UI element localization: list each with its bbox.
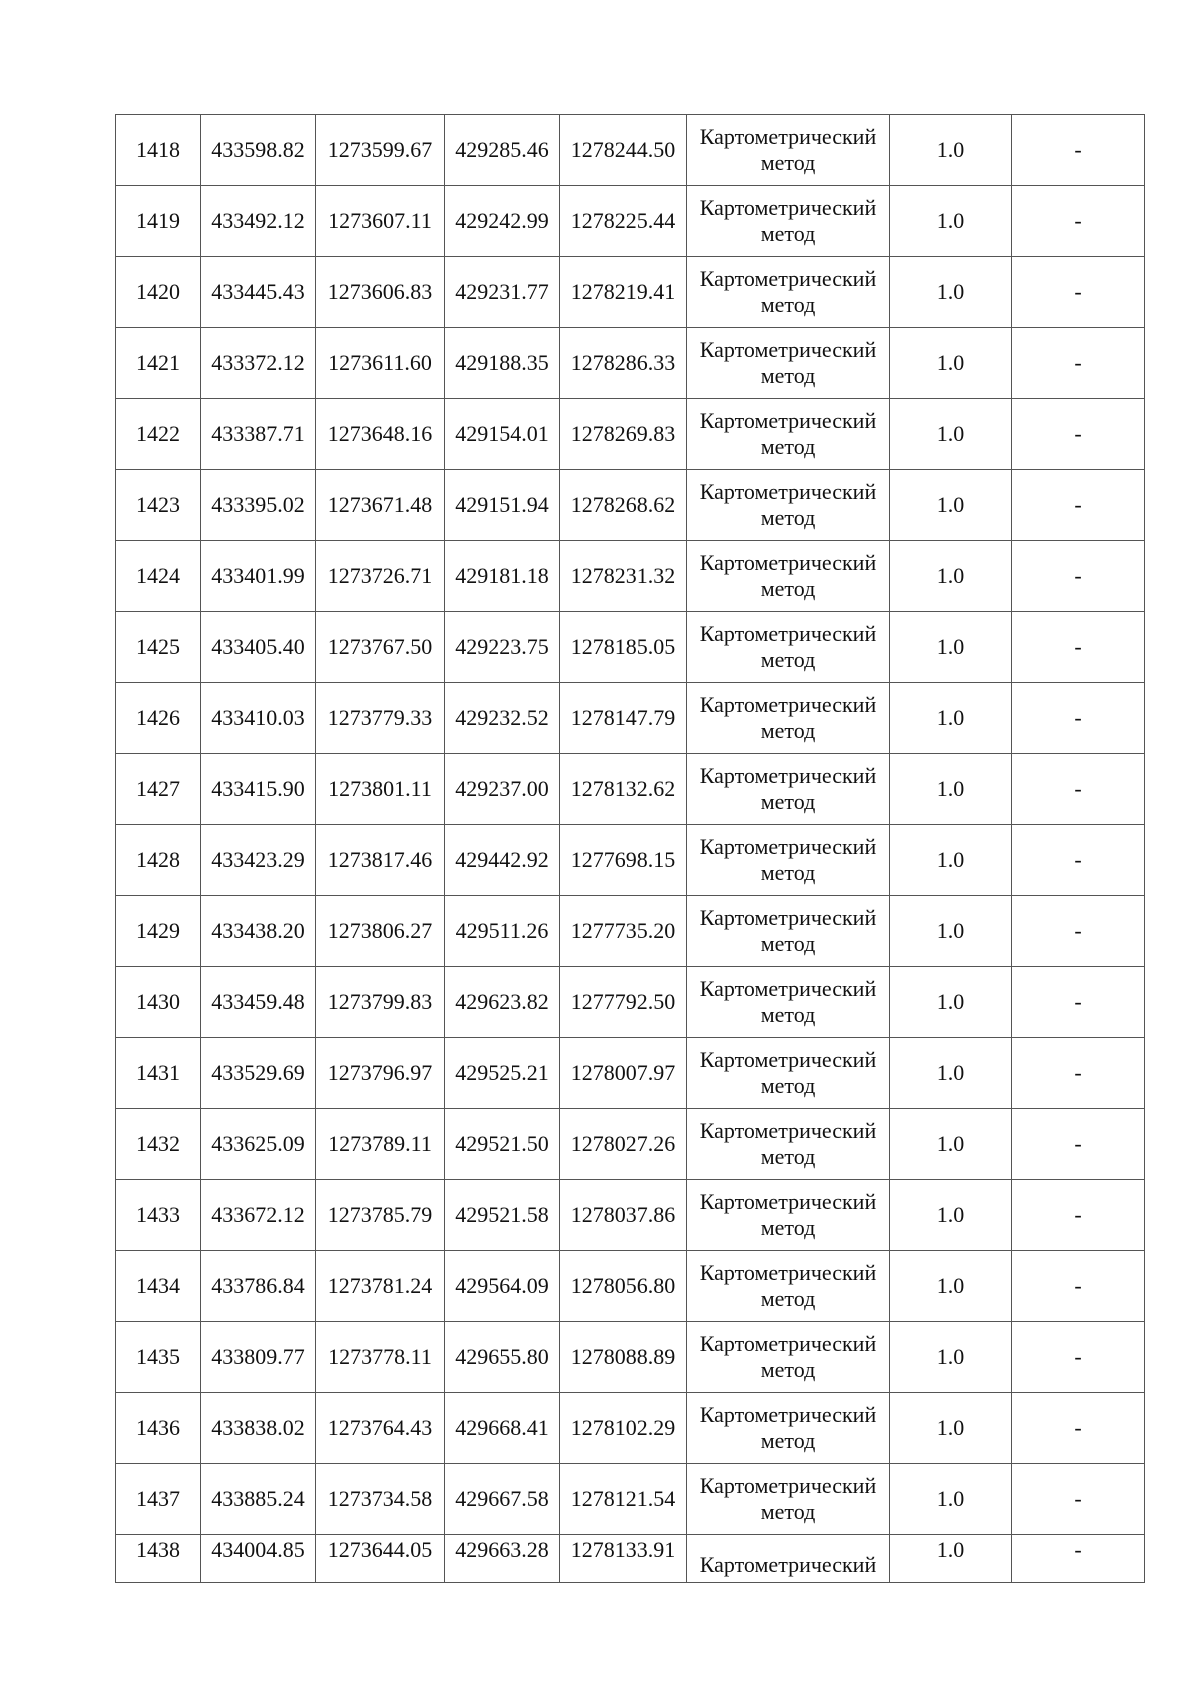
point-number-cell: 1433 <box>116 1180 201 1251</box>
method-cell: Картометрический метод <box>687 967 890 1038</box>
accuracy-cell: 1.0 <box>890 1251 1012 1322</box>
note-cell: - <box>1012 257 1145 328</box>
x-coordinate-cell: 433395.02 <box>201 470 316 541</box>
y-coordinate-2-cell: 1278268.62 <box>560 470 687 541</box>
y-coordinate-2-cell: 1277792.50 <box>560 967 687 1038</box>
table-row <box>116 612 1145 683</box>
x-coordinate-cell: 433809.77 <box>201 1322 316 1393</box>
y-coordinate-2-cell: 1278225.44 <box>560 186 687 257</box>
point-number-cell: 1435 <box>116 1322 201 1393</box>
accuracy-cell: 1.0 <box>890 1109 1012 1180</box>
note-cell: - <box>1012 1038 1145 1109</box>
x-coordinate-cell: 433415.90 <box>201 754 316 825</box>
note-cell: - <box>1012 1464 1145 1535</box>
table-row <box>116 328 1145 399</box>
x-coordinate-cell: 433786.84 <box>201 1251 316 1322</box>
point-number-cell: 1419 <box>116 186 201 257</box>
table-row <box>116 683 1145 754</box>
note-cell: - <box>1012 1393 1145 1464</box>
y-coordinate-cell: 1273726.71 <box>316 541 445 612</box>
table-row <box>116 186 1145 257</box>
x-coordinate-2-cell: 429151.94 <box>445 470 560 541</box>
x-coordinate-cell: 433423.29 <box>201 825 316 896</box>
accuracy-cell: 1.0 <box>890 1038 1012 1109</box>
x-coordinate-cell: 433838.02 <box>201 1393 316 1464</box>
table-row <box>116 1180 1145 1251</box>
note-cell: - <box>1012 1180 1145 1251</box>
method-cell: Картометрический метод <box>687 1393 890 1464</box>
x-coordinate-cell: 433387.71 <box>201 399 316 470</box>
y-coordinate-2-cell: 1278286.33 <box>560 328 687 399</box>
accuracy-cell: 1.0 <box>890 1535 1012 1583</box>
point-number-cell: 1421 <box>116 328 201 399</box>
accuracy-cell: 1.0 <box>890 186 1012 257</box>
y-coordinate-cell: 1273789.11 <box>316 1109 445 1180</box>
x-coordinate-2-cell: 429181.18 <box>445 541 560 612</box>
method-cell: Картометрический метод <box>687 754 890 825</box>
method-cell: Картометрический метод <box>687 896 890 967</box>
method-cell: Картометрический метод <box>687 1109 890 1180</box>
point-number-cell: 1425 <box>116 612 201 683</box>
x-coordinate-2-cell: 429663.28 <box>445 1535 560 1583</box>
point-number-cell: 1430 <box>116 967 201 1038</box>
x-coordinate-2-cell: 429188.35 <box>445 328 560 399</box>
method-cell: Картометрический <box>687 1535 890 1583</box>
x-coordinate-cell: 433410.03 <box>201 683 316 754</box>
x-coordinate-cell: 433672.12 <box>201 1180 316 1251</box>
y-coordinate-2-cell: 1278027.26 <box>560 1109 687 1180</box>
method-cell: Картометрический метод <box>687 683 890 754</box>
x-coordinate-cell: 433459.48 <box>201 967 316 1038</box>
x-coordinate-cell: 434004.85 <box>201 1535 316 1583</box>
x-coordinate-2-cell: 429242.99 <box>445 186 560 257</box>
accuracy-cell: 1.0 <box>890 115 1012 186</box>
note-cell: - <box>1012 328 1145 399</box>
x-coordinate-2-cell: 429668.41 <box>445 1393 560 1464</box>
x-coordinate-cell: 433598.82 <box>201 115 316 186</box>
y-coordinate-2-cell: 1277735.20 <box>560 896 687 967</box>
accuracy-cell: 1.0 <box>890 328 1012 399</box>
point-number-cell: 1422 <box>116 399 201 470</box>
y-coordinate-cell: 1273779.33 <box>316 683 445 754</box>
method-cell: Картометрический метод <box>687 328 890 399</box>
y-coordinate-2-cell: 1278133.91 <box>560 1535 687 1583</box>
accuracy-cell: 1.0 <box>890 399 1012 470</box>
x-coordinate-2-cell: 429623.82 <box>445 967 560 1038</box>
method-cell: Картометрический метод <box>687 257 890 328</box>
x-coordinate-2-cell: 429237.00 <box>445 754 560 825</box>
y-coordinate-cell: 1273796.97 <box>316 1038 445 1109</box>
x-coordinate-2-cell: 429231.77 <box>445 257 560 328</box>
accuracy-cell: 1.0 <box>890 754 1012 825</box>
y-coordinate-2-cell: 1278007.97 <box>560 1038 687 1109</box>
accuracy-cell: 1.0 <box>890 612 1012 683</box>
table-row <box>116 257 1145 328</box>
y-coordinate-cell: 1273611.60 <box>316 328 445 399</box>
table-row <box>116 1109 1145 1180</box>
note-cell: - <box>1012 399 1145 470</box>
x-coordinate-2-cell: 429564.09 <box>445 1251 560 1322</box>
point-number-cell: 1437 <box>116 1464 201 1535</box>
note-cell: - <box>1012 825 1145 896</box>
y-coordinate-cell: 1273606.83 <box>316 257 445 328</box>
x-coordinate-2-cell: 429232.52 <box>445 683 560 754</box>
coordinates-table-body <box>116 115 1145 1583</box>
accuracy-cell: 1.0 <box>890 1464 1012 1535</box>
table-row <box>116 1535 1145 1583</box>
table-row <box>116 470 1145 541</box>
x-coordinate-cell: 433445.43 <box>201 257 316 328</box>
point-number-cell: 1424 <box>116 541 201 612</box>
y-coordinate-2-cell: 1278269.83 <box>560 399 687 470</box>
table-row <box>116 541 1145 612</box>
x-coordinate-2-cell: 429223.75 <box>445 612 560 683</box>
x-coordinate-2-cell: 429285.46 <box>445 115 560 186</box>
point-number-cell: 1431 <box>116 1038 201 1109</box>
note-cell: - <box>1012 541 1145 612</box>
x-coordinate-2-cell: 429655.80 <box>445 1322 560 1393</box>
x-coordinate-cell: 433529.69 <box>201 1038 316 1109</box>
accuracy-cell: 1.0 <box>890 1393 1012 1464</box>
accuracy-cell: 1.0 <box>890 470 1012 541</box>
table-row <box>116 399 1145 470</box>
y-coordinate-cell: 1273806.27 <box>316 896 445 967</box>
accuracy-cell: 1.0 <box>890 825 1012 896</box>
method-cell: Картометрический метод <box>687 1251 890 1322</box>
note-cell: - <box>1012 754 1145 825</box>
accuracy-cell: 1.0 <box>890 1322 1012 1393</box>
y-coordinate-2-cell: 1278231.32 <box>560 541 687 612</box>
table-row <box>116 896 1145 967</box>
note-cell: - <box>1012 470 1145 541</box>
y-coordinate-2-cell: 1278219.41 <box>560 257 687 328</box>
y-coordinate-2-cell: 1278056.80 <box>560 1251 687 1322</box>
y-coordinate-2-cell: 1278102.29 <box>560 1393 687 1464</box>
point-number-cell: 1434 <box>116 1251 201 1322</box>
note-cell: - <box>1012 115 1145 186</box>
y-coordinate-2-cell: 1278244.50 <box>560 115 687 186</box>
x-coordinate-cell: 433625.09 <box>201 1109 316 1180</box>
accuracy-cell: 1.0 <box>890 1180 1012 1251</box>
method-cell: Картометрический метод <box>687 541 890 612</box>
note-cell: - <box>1012 1535 1145 1583</box>
y-coordinate-cell: 1273644.05 <box>316 1535 445 1583</box>
y-coordinate-cell: 1273764.43 <box>316 1393 445 1464</box>
y-coordinate-cell: 1273607.11 <box>316 186 445 257</box>
y-coordinate-cell: 1273767.50 <box>316 612 445 683</box>
y-coordinate-cell: 1273817.46 <box>316 825 445 896</box>
note-cell: - <box>1012 967 1145 1038</box>
table-row <box>116 115 1145 186</box>
method-cell: Картометрический метод <box>687 1464 890 1535</box>
point-number-cell: 1423 <box>116 470 201 541</box>
y-coordinate-cell: 1273785.79 <box>316 1180 445 1251</box>
note-cell: - <box>1012 896 1145 967</box>
method-cell: Картометрический метод <box>687 186 890 257</box>
y-coordinate-cell: 1273671.48 <box>316 470 445 541</box>
y-coordinate-cell: 1273799.83 <box>316 967 445 1038</box>
y-coordinate-cell: 1273599.67 <box>316 115 445 186</box>
table-row <box>116 1464 1145 1535</box>
table-row <box>116 825 1145 896</box>
method-cell: Картометрический метод <box>687 1038 890 1109</box>
method-cell: Картометрический метод <box>687 612 890 683</box>
point-number-cell: 1432 <box>116 1109 201 1180</box>
y-coordinate-cell: 1273801.11 <box>316 754 445 825</box>
accuracy-cell: 1.0 <box>890 896 1012 967</box>
table-row <box>116 1322 1145 1393</box>
table-row <box>116 1393 1145 1464</box>
x-coordinate-2-cell: 429521.58 <box>445 1180 560 1251</box>
y-coordinate-cell: 1273648.16 <box>316 399 445 470</box>
y-coordinate-2-cell: 1278121.54 <box>560 1464 687 1535</box>
accuracy-cell: 1.0 <box>890 967 1012 1038</box>
point-number-cell: 1429 <box>116 896 201 967</box>
method-cell: Картометрический метод <box>687 470 890 541</box>
point-number-cell: 1438 <box>116 1535 201 1583</box>
note-cell: - <box>1012 1251 1145 1322</box>
point-number-cell: 1436 <box>116 1393 201 1464</box>
y-coordinate-cell: 1273778.11 <box>316 1322 445 1393</box>
x-coordinate-2-cell: 429521.50 <box>445 1109 560 1180</box>
method-cell: Картометрический метод <box>687 1322 890 1393</box>
point-number-cell: 1420 <box>116 257 201 328</box>
y-coordinate-cell: 1273781.24 <box>316 1251 445 1322</box>
point-number-cell: 1428 <box>116 825 201 896</box>
method-cell: Картометрический метод <box>687 399 890 470</box>
table-row <box>116 967 1145 1038</box>
point-number-cell: 1418 <box>116 115 201 186</box>
x-coordinate-cell: 433885.24 <box>201 1464 316 1535</box>
accuracy-cell: 1.0 <box>890 541 1012 612</box>
table-row <box>116 1251 1145 1322</box>
y-coordinate-2-cell: 1278132.62 <box>560 754 687 825</box>
coordinates-table <box>115 114 1145 1583</box>
y-coordinate-2-cell: 1278037.86 <box>560 1180 687 1251</box>
note-cell: - <box>1012 186 1145 257</box>
accuracy-cell: 1.0 <box>890 257 1012 328</box>
y-coordinate-2-cell: 1278147.79 <box>560 683 687 754</box>
x-coordinate-2-cell: 429511.26 <box>445 896 560 967</box>
note-cell: - <box>1012 1322 1145 1393</box>
y-coordinate-2-cell: 1277698.15 <box>560 825 687 896</box>
x-coordinate-2-cell: 429667.58 <box>445 1464 560 1535</box>
note-cell: - <box>1012 1109 1145 1180</box>
x-coordinate-cell: 433438.20 <box>201 896 316 967</box>
note-cell: - <box>1012 683 1145 754</box>
point-number-cell: 1427 <box>116 754 201 825</box>
x-coordinate-cell: 433372.12 <box>201 328 316 399</box>
method-cell: Картометрический метод <box>687 115 890 186</box>
point-number-cell: 1426 <box>116 683 201 754</box>
accuracy-cell: 1.0 <box>890 683 1012 754</box>
x-coordinate-2-cell: 429154.01 <box>445 399 560 470</box>
y-coordinate-2-cell: 1278088.89 <box>560 1322 687 1393</box>
y-coordinate-2-cell: 1278185.05 <box>560 612 687 683</box>
method-cell: Картометрический метод <box>687 1180 890 1251</box>
x-coordinate-cell: 433405.40 <box>201 612 316 683</box>
x-coordinate-cell: 433401.99 <box>201 541 316 612</box>
x-coordinate-2-cell: 429442.92 <box>445 825 560 896</box>
x-coordinate-cell: 433492.12 <box>201 186 316 257</box>
table-row <box>116 1038 1145 1109</box>
note-cell: - <box>1012 612 1145 683</box>
y-coordinate-cell: 1273734.58 <box>316 1464 445 1535</box>
table-row <box>116 754 1145 825</box>
method-cell: Картометрический метод <box>687 825 890 896</box>
x-coordinate-2-cell: 429525.21 <box>445 1038 560 1109</box>
